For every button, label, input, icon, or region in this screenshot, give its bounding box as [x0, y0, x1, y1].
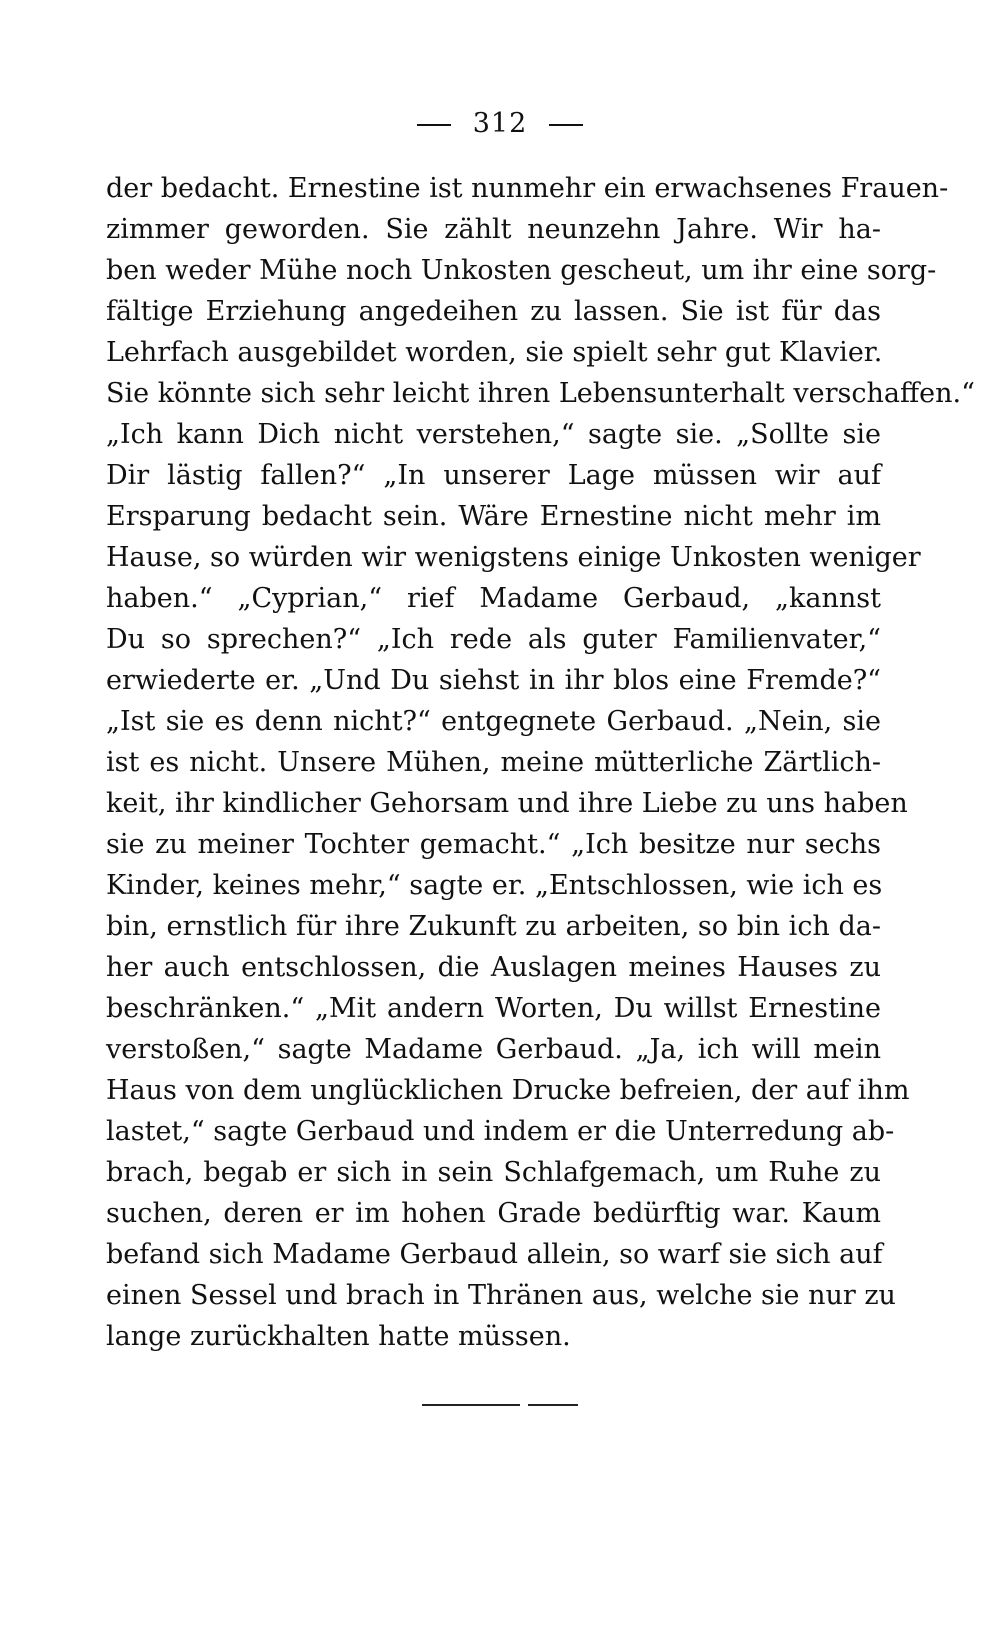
text-line: zimmer geworden. Sie zählt neunzehn Jahre. Wir ha- [106, 214, 881, 245]
text-line: bin, ernstlich für ihre Zukunft zu arbeiten, so bin ich da- [106, 911, 881, 942]
text-line: suchen, deren er im hohen Grade bedürftig war. Kaum [106, 1198, 881, 1229]
text-line: brach, begab er sich in sein Schlafgemach, um Ruhe zu [106, 1157, 881, 1188]
text-line: fältige Erziehung angedeihen zu lassen. Sie ist für das [106, 296, 881, 327]
text-line: her auch entschlossen, die Auslagen meines Hauses zu [106, 952, 881, 983]
text-line: Haus von dem unglücklichen Drucke befreien, der auf ihm [106, 1075, 910, 1106]
text-line: „Ist sie es denn nicht?“ entgegnete Gerbaud. „Nein, sie [106, 706, 881, 737]
text-line-last: lange zurückhalten hatte müssen. [106, 1321, 571, 1352]
end-rule-segment [422, 1404, 520, 1406]
header-dash-left [417, 124, 451, 126]
text-line: der bedacht. Ernestine ist nunmehr ein erwachsenes Frauen- [106, 173, 949, 204]
text-line: sie zu meiner Tochter gemacht.“ „Ich besitze nur sechs [106, 829, 881, 860]
end-rule [0, 1394, 1000, 1413]
text-line: Kinder, keines mehr,“ sagte er. „Entschlossen, wie ich es [106, 870, 883, 901]
text-line: beschränken.“ „Mit andern Worten, Du willst Ernestine [106, 993, 881, 1024]
text-line: Ersparung bedacht sein. Wäre Ernestine nicht mehr im [106, 501, 881, 532]
header-dash-right [549, 124, 583, 126]
text-line: haben.“ „Cyprian,“ rief Madame Gerbaud, „kannst [106, 583, 881, 614]
page-header [0, 108, 1000, 139]
text-line: Du so sprechen?“ „Ich rede als guter Familienvater,“ [106, 624, 881, 655]
text-line: einen Sessel und brach in Thränen aus, welche sie nur zu [106, 1280, 896, 1311]
end-rule-segment [528, 1404, 578, 1406]
text-line: Dir lästig fallen?“ „In unserer Lage müssen wir auf [106, 460, 881, 491]
page-number: 312 [472, 108, 528, 139]
text-line: ben weder Mühe noch Unkosten gescheut, um ihr eine sorg- [106, 255, 937, 286]
text-line: Sie könnte sich sehr leicht ihren Lebensunterhalt verschaffen.“ [106, 378, 975, 409]
text-line: „Ich kann Dich nicht verstehen,“ sagte sie. „Sollte sie [106, 419, 881, 450]
text-line: lastet,“ sagte Gerbaud und indem er die Unterredung ab- [106, 1116, 895, 1147]
text-line: keit, ihr kindlicher Gehorsam und ihre Liebe zu uns haben [106, 788, 908, 819]
body-text [106, 168, 975, 1357]
text-line: verstoßen,“ sagte Madame Gerbaud. „Ja, ich will mein [106, 1034, 881, 1065]
text-line: ist es nicht. Unsere Mühen, meine mütterliche Zärtlich- [106, 747, 881, 778]
text-line: Hause, so würden wir wenigstens einige Unkosten weniger [106, 542, 921, 573]
text-line: Lehrfach ausgebildet worden, sie spielt sehr gut Klavier. [106, 337, 883, 368]
text-line: befand sich Madame Gerbaud allein, so warf sie sich auf [106, 1239, 883, 1270]
text-line: erwiederte er. „Und Du siehst in ihr blos eine Fremde?“ [106, 665, 881, 696]
